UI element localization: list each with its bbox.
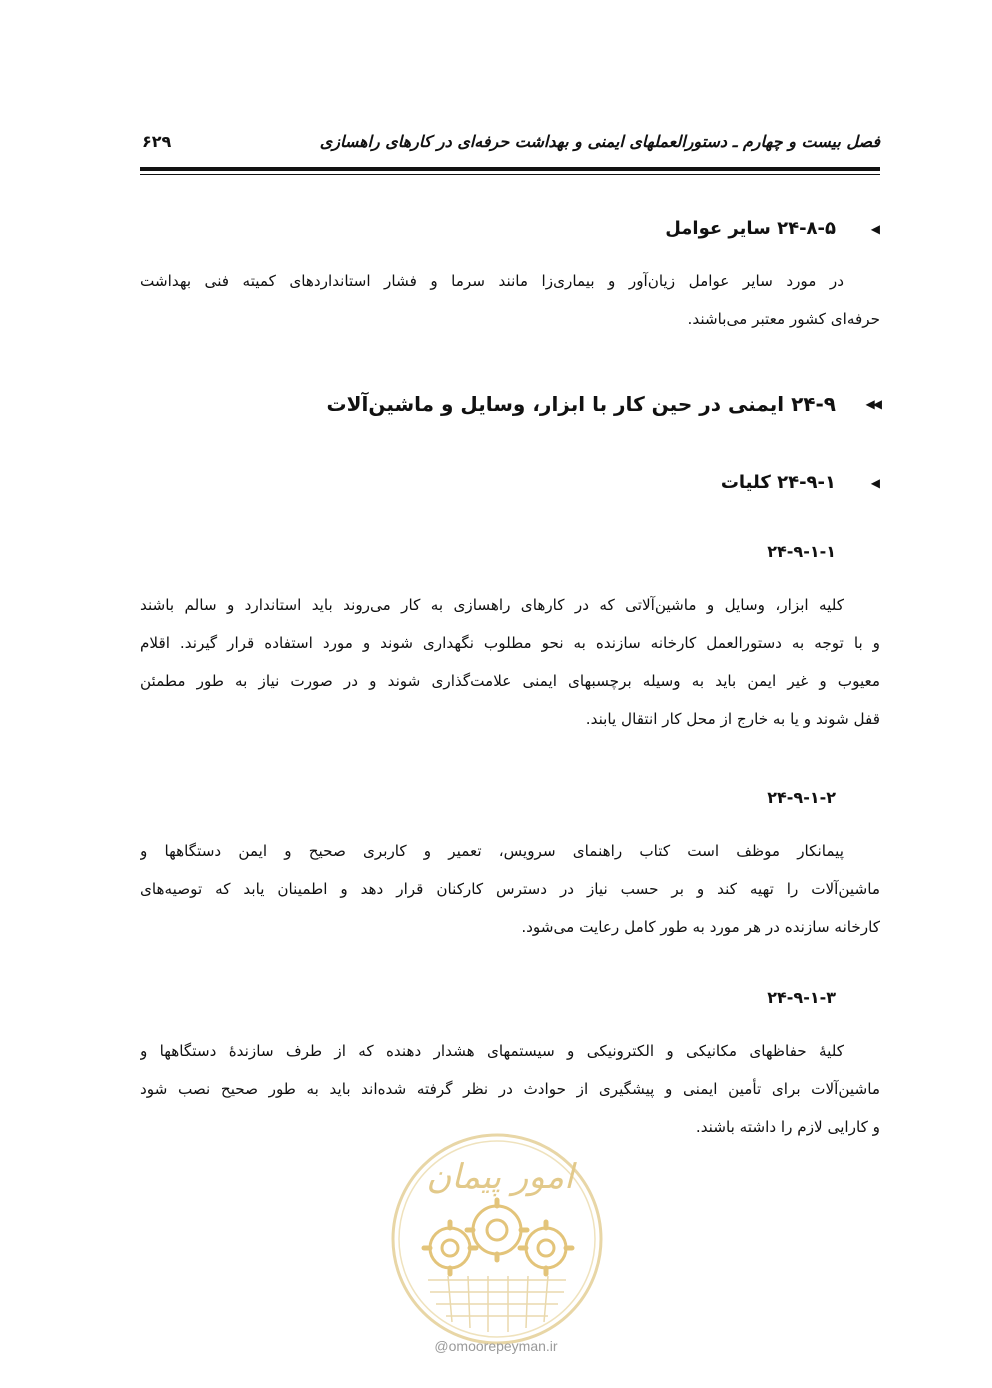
clause-number-24-9-1-3: ۲۴-۹-۱-۳ xyxy=(767,988,836,1007)
section-heading-24-8-5 xyxy=(665,218,880,239)
paragraph-line: و کارایی لازم را داشته باشند. xyxy=(695,1118,880,1136)
watermark-url: @omoorepeyman.ir xyxy=(434,1338,558,1354)
paragraph-line: ماشین‌آلات برای تأمین ایمنی و پیشگیری از حوادث در نظر گرفته شده‌اند باید به طور صحیح نصب شود xyxy=(140,1080,880,1098)
section-title: ۲۴-۹-۱ کلیات xyxy=(720,472,836,493)
clause-number-24-9-1-2: ۲۴-۹-۱-۲ xyxy=(767,788,836,807)
section-heading-24-9 xyxy=(326,392,880,416)
paragraph-line: ماشین‌آلات را تهیه کند و بر حسب نیاز در دسترس کارکنان قرار دهد و اطمینان یابد که توصیه‌های xyxy=(140,880,880,898)
paragraph-24-9-1-1 xyxy=(140,586,880,738)
paragraph-line: کلیهٔ حفاظهای مکانیکی و الکترونیکی و سیستمهای هشدار دهنده که از طرف سازندهٔ دستگاهها و xyxy=(140,1042,844,1060)
page-number: ۶۲۹ xyxy=(142,132,172,151)
triangle-bullet-icon: ◀ xyxy=(870,221,880,236)
clause-number-24-9-1-1: ۲۴-۹-۱-۱ xyxy=(767,542,836,561)
section-title: ۲۴-۸-۵ سایر عوامل xyxy=(665,218,836,239)
running-header xyxy=(140,128,880,162)
paragraph-24-9-1-2 xyxy=(140,832,880,946)
header-rule-thick xyxy=(140,167,880,171)
watermark-logo-text: امور پیمان xyxy=(426,1157,574,1197)
paragraph-line: کلیه ابزار، وسایل و ماشین‌آلاتی که در کارهای راهسازی به کار می‌روند باید استاندارد و سالم باشند xyxy=(140,596,844,614)
paragraph-24-8-5 xyxy=(140,262,880,338)
paragraph-line: قفل شوند و یا به خارج از محل کار انتقال یابند. xyxy=(585,710,880,728)
paragraph-line: و با توجه به دستورالعمل کارخانه سازنده به نحو مطلوب نگهداری شوند و مورد استفاده قرار گیرند. اقلام xyxy=(140,634,880,652)
paragraph-line: پیمانکار موظف است کتاب راهنمای سرویس، تعمیر و کاربری صحیح و ایمن دستگاهها و xyxy=(140,842,844,860)
paragraph-24-9-1-3 xyxy=(140,1032,880,1146)
section-heading-24-9-1 xyxy=(721,472,880,493)
paragraph-line: در مورد سایر عوامل زیان‌آور و بیماری‌زا مانند سرما و فشار استانداردهای کمیته فنی بهداشت xyxy=(140,272,844,290)
chapter-title: فصل بیست و چهارم ـ دستورالعملهای ایمنی و بهداشت حرفه‌ای در کارهای راهسازی xyxy=(319,132,880,151)
paragraph-line: معیوب و غیر ایمن باید به وسیله برچسبهای ایمنی علامت‌گذاری شوند و در صورت نیاز به طور مطمئن xyxy=(140,672,880,690)
watermark-logo-icon xyxy=(388,1130,606,1348)
triangle-bullet-icon: ◀ xyxy=(870,475,880,490)
double-triangle-bullet-icon: ◀◀ xyxy=(865,397,880,411)
paragraph-line: حرفه‌ای کشور معتبر می‌باشند. xyxy=(687,310,880,328)
paragraph-line: کارخانه سازنده در هر مورد به طور کامل رعایت می‌شود. xyxy=(521,918,880,936)
header-rule-thin xyxy=(140,174,880,175)
section-title: ۲۴-۹ ایمنی در حین کار با ابزار، وسایل و ماشین‌آلات xyxy=(326,392,836,416)
